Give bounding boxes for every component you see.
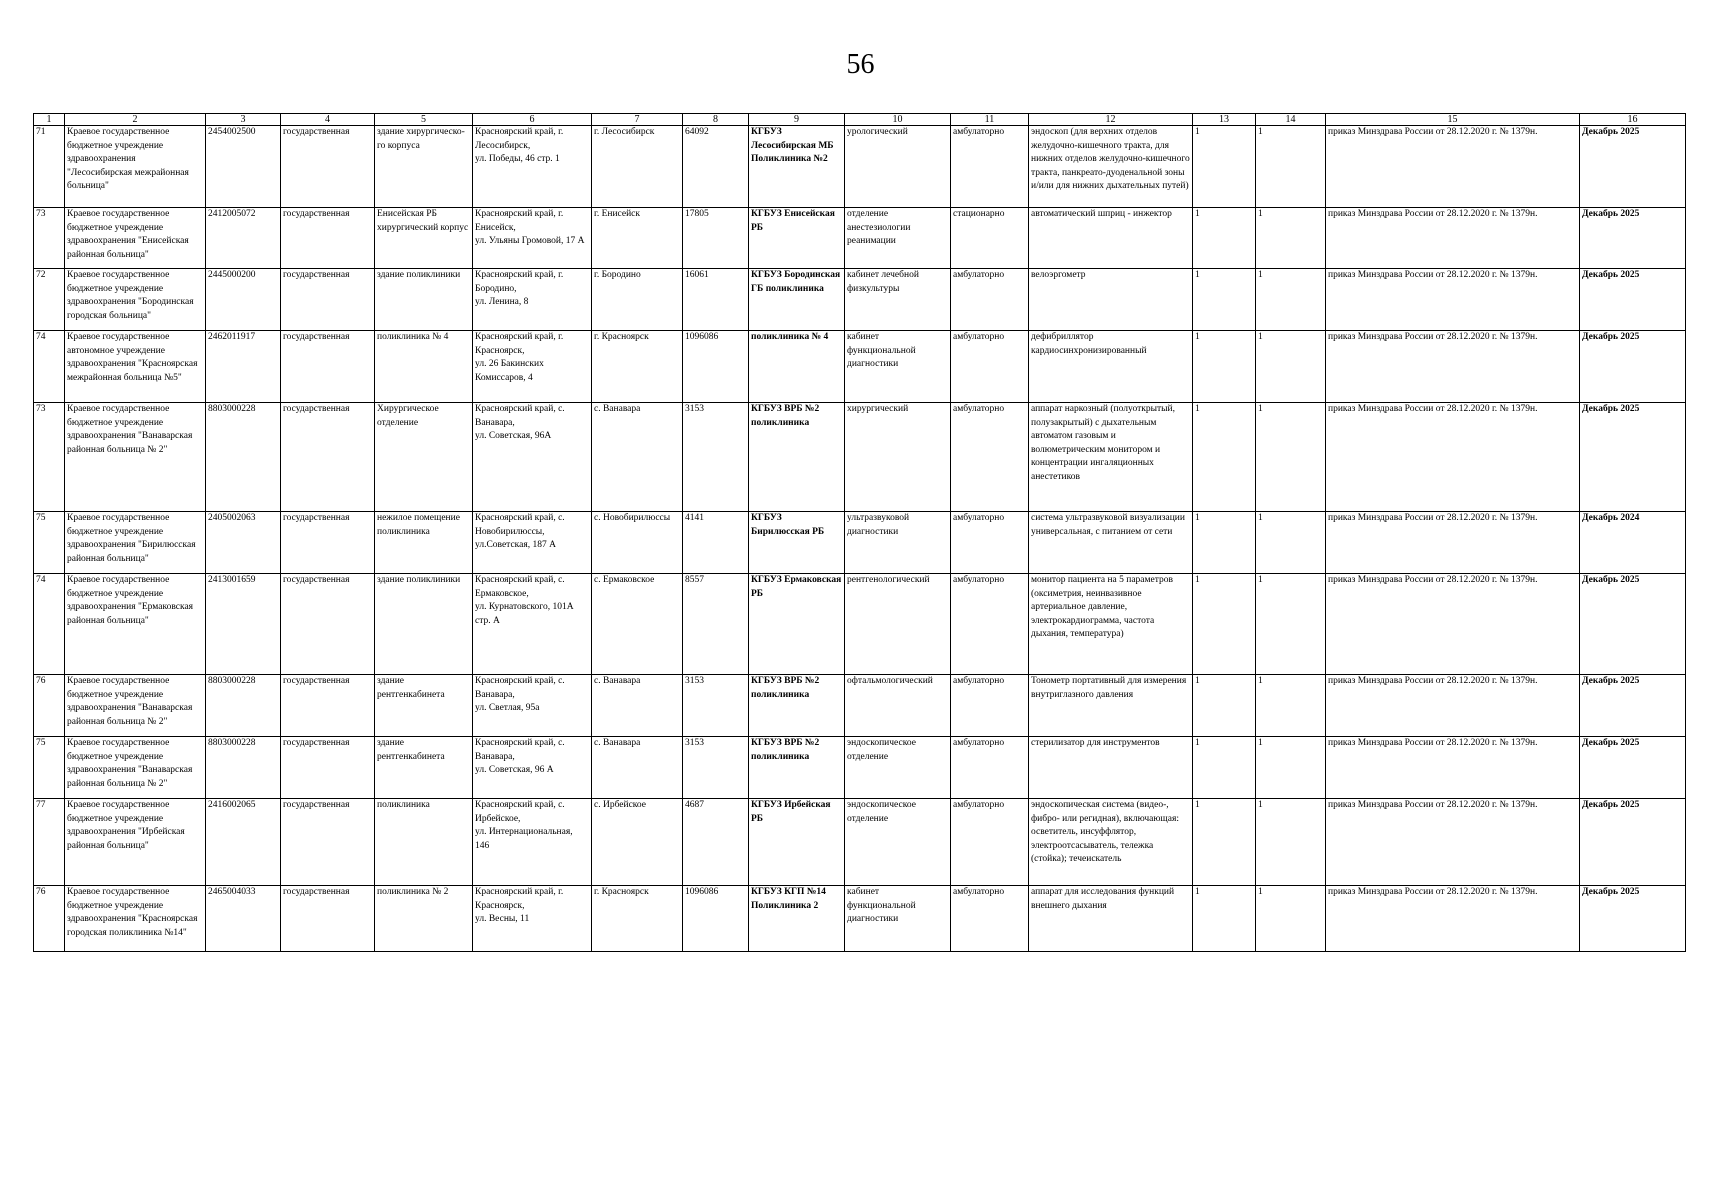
- quantity-cell-13: 1: [1193, 799, 1256, 886]
- quantity-cell-13: 1: [1193, 126, 1256, 208]
- equipment-cell: монитор пациента на 5 параметров (оксиметрия, неинвазивное артериальное давление, электрокардиограмма, частота дыхания, температура): [1029, 574, 1193, 675]
- date-cell: Декабрь 2025: [1580, 675, 1686, 737]
- row-number: 72: [34, 269, 65, 331]
- address-cell: Красноярский край, г. Лесосибирск, ул. Победы, 46 стр. 1: [473, 126, 592, 208]
- equipment-cell: дефибриллятор кардиосинхронизированный: [1029, 331, 1193, 403]
- order-cell: приказ Минздрава России от 28.12.2020 г. № 1379н.: [1326, 886, 1580, 952]
- ownership-cell: государственная: [281, 331, 375, 403]
- ownership-cell: государственная: [281, 208, 375, 269]
- equipment-cell: Тонометр портативный для измерения внутриглазного давления: [1029, 675, 1193, 737]
- order-cell: приказ Минздрава России от 28.12.2020 г. № 1379н.: [1326, 403, 1580, 512]
- subdivision-cell: КГБУЗ Лесосибирская МБ Поликлиника №2: [749, 126, 845, 208]
- table-row: [34, 269, 1686, 331]
- column-number: 5: [375, 114, 473, 126]
- row-number: 75: [34, 512, 65, 574]
- inn-cell: 2465004033: [206, 886, 281, 952]
- institution-name: Краевое государственное бюджетное учреждение здравоохранения "Красноярская городская поликлиника №14": [65, 886, 206, 952]
- care-type-cell: амбулаторно: [951, 126, 1029, 208]
- order-cell: приказ Минздрава России от 28.12.2020 г. № 1379н.: [1326, 737, 1580, 799]
- population-cell: 64092: [683, 126, 749, 208]
- subdivision-cell: КГБУЗ ВРБ №2 поликлиника: [749, 675, 845, 737]
- subdivision-cell: КГБУЗ ВРБ №2 поликлиника: [749, 737, 845, 799]
- inn-cell: 2454002500: [206, 126, 281, 208]
- population-cell: 4141: [683, 512, 749, 574]
- table-row: [34, 403, 1686, 512]
- quantity-cell-13: 1: [1193, 675, 1256, 737]
- subdivision-cell: КГБУЗ КГП №14 Поликлиника 2: [749, 886, 845, 952]
- care-type-cell: амбулаторно: [951, 737, 1029, 799]
- row-number: 73: [34, 403, 65, 512]
- order-cell: приказ Минздрава России от 28.12.2020 г. № 1379н.: [1326, 675, 1580, 737]
- population-cell: 3153: [683, 737, 749, 799]
- locality-cell: г. Енисейск: [592, 208, 683, 269]
- column-number: 8: [683, 114, 749, 126]
- date-cell: Декабрь 2025: [1580, 269, 1686, 331]
- department-cell: рентгенологический: [845, 574, 951, 675]
- institution-name: Краевое государственное бюджетное учреждение здравоохранения "Лесосибирская межрайонная больница": [65, 126, 206, 208]
- table-row: [34, 737, 1686, 799]
- institution-name: Краевое государственное бюджетное учреждение здравоохранения "Бирилюсская районная больница": [65, 512, 206, 574]
- equipment-cell: стерилизатор для инструментов: [1029, 737, 1193, 799]
- subdivision-cell: КГБУЗ Бирилюсская РБ: [749, 512, 845, 574]
- address-cell: Красноярский край, г. Енисейск, ул. Ульяны Громовой, 17 А: [473, 208, 592, 269]
- locality-cell: с. Ермаковское: [592, 574, 683, 675]
- order-cell: приказ Минздрава России от 28.12.2020 г. № 1379н.: [1326, 269, 1580, 331]
- row-number: 77: [34, 799, 65, 886]
- department-cell: кабинет функциональной диагностики: [845, 886, 951, 952]
- address-cell: Красноярский край, с. Ирбейское, ул. Интернациональная, 146: [473, 799, 592, 886]
- institution-name: Краевое государственное бюджетное учреждение здравоохранения "Ванаварская районная больница № 2": [65, 675, 206, 737]
- inn-cell: 2462011917: [206, 331, 281, 403]
- locality-cell: с. Ирбейское: [592, 799, 683, 886]
- department-cell: эндоскопическое отделение: [845, 799, 951, 886]
- order-cell: приказ Минздрава России от 28.12.2020 г. № 1379н.: [1326, 574, 1580, 675]
- ownership-cell: государственная: [281, 574, 375, 675]
- date-cell: Декабрь 2024: [1580, 512, 1686, 574]
- table-row: [34, 799, 1686, 886]
- column-number: 4: [281, 114, 375, 126]
- column-number: 16: [1580, 114, 1686, 126]
- ownership-cell: государственная: [281, 403, 375, 512]
- table-row: [34, 512, 1686, 574]
- care-type-cell: амбулаторно: [951, 574, 1029, 675]
- address-cell: Красноярский край, с. Ванавара, ул. Советская, 96 А: [473, 737, 592, 799]
- ownership-cell: государственная: [281, 737, 375, 799]
- date-cell: Декабрь 2025: [1580, 799, 1686, 886]
- population-cell: 1096086: [683, 331, 749, 403]
- department-cell: отделение анестезиологии реанимации: [845, 208, 951, 269]
- inn-cell: 2413001659: [206, 574, 281, 675]
- subdivision-cell: КГБУЗ ВРБ №2 поликлиника: [749, 403, 845, 512]
- row-number: 75: [34, 737, 65, 799]
- ownership-cell: государственная: [281, 512, 375, 574]
- ownership-cell: государственная: [281, 886, 375, 952]
- department-cell: хирургический: [845, 403, 951, 512]
- population-cell: 1096086: [683, 886, 749, 952]
- inn-cell: 2412005072: [206, 208, 281, 269]
- column-number: 15: [1326, 114, 1580, 126]
- inn-cell: 2416002065: [206, 799, 281, 886]
- quantity-cell-13: 1: [1193, 208, 1256, 269]
- quantity-cell-13: 1: [1193, 886, 1256, 952]
- subdivision-cell: КГБУЗ Бородинская ГБ поликлиника: [749, 269, 845, 331]
- building-cell: Енисейская РБ хирургический корпус: [375, 208, 473, 269]
- department-cell: офтальмологический: [845, 675, 951, 737]
- quantity-cell-13: 1: [1193, 331, 1256, 403]
- column-number: 14: [1256, 114, 1326, 126]
- building-cell: здание хирургическо-го корпуса: [375, 126, 473, 208]
- quantity-cell-14: 1: [1256, 208, 1326, 269]
- department-cell: урологический: [845, 126, 951, 208]
- equipment-cell: эндоскоп (для верхних отделов желудочно-кишечного тракта, для нижних отделов желудочно-кишечного тракта, панкреато-дуоденальной зоны и/или для нижних дыхательных путей): [1029, 126, 1193, 208]
- quantity-cell-13: 1: [1193, 512, 1256, 574]
- table-row: [34, 208, 1686, 269]
- table-row: [34, 126, 1686, 208]
- address-cell: Красноярский край, с. Ермаковское, ул. Курнатовского, 101А стр. А: [473, 574, 592, 675]
- care-type-cell: амбулаторно: [951, 675, 1029, 737]
- column-number: 10: [845, 114, 951, 126]
- order-cell: приказ Минздрава России от 28.12.2020 г. № 1379н.: [1326, 512, 1580, 574]
- equipment-cell: аппарат наркозный (полуоткрытый, полузакрытый) с дыхательным автоматом газовым и волюметрическим монитором и концентрации ингаляционных анестетиков: [1029, 403, 1193, 512]
- locality-cell: с. Ванавара: [592, 403, 683, 512]
- table-row: [34, 331, 1686, 403]
- quantity-cell-13: 1: [1193, 403, 1256, 512]
- equipment-cell: автоматический шприц - инжектор: [1029, 208, 1193, 269]
- inn-cell: 2405002063: [206, 512, 281, 574]
- address-cell: Красноярский край, г. Красноярск, ул. 26 Бакинских Комиссаров, 4: [473, 331, 592, 403]
- building-cell: здание рентгенкабинета: [375, 737, 473, 799]
- column-number: 7: [592, 114, 683, 126]
- care-type-cell: амбулаторно: [951, 269, 1029, 331]
- date-cell: Декабрь 2025: [1580, 737, 1686, 799]
- order-cell: приказ Минздрава России от 28.12.2020 г. № 1379н.: [1326, 331, 1580, 403]
- equipment-cell: система ультразвуковой визуализации универсальная, с питанием от сети: [1029, 512, 1193, 574]
- institution-name: Краевое государственное автономное учреждение здравоохранения "Красноярская межрайонная больница №5": [65, 331, 206, 403]
- equipment-cell: аппарат для исследования функций внешнего дыхания: [1029, 886, 1193, 952]
- building-cell: здание поликлиники: [375, 574, 473, 675]
- care-type-cell: амбулаторно: [951, 403, 1029, 512]
- institution-name: Краевое государственное бюджетное учреждение здравоохранения "Ермаковская районная больница": [65, 574, 206, 675]
- building-cell: поликлиника № 4: [375, 331, 473, 403]
- quantity-cell-14: 1: [1256, 737, 1326, 799]
- row-number: 76: [34, 886, 65, 952]
- quantity-cell-14: 1: [1256, 403, 1326, 512]
- date-cell: Декабрь 2025: [1580, 574, 1686, 675]
- address-cell: Красноярский край, с. Ванавара, ул. Светлая, 95а: [473, 675, 592, 737]
- locality-cell: г. Красноярск: [592, 886, 683, 952]
- building-cell: здание поликлиники: [375, 269, 473, 331]
- quantity-cell-14: 1: [1256, 269, 1326, 331]
- care-type-cell: амбулаторно: [951, 331, 1029, 403]
- inn-cell: 2445000200: [206, 269, 281, 331]
- institution-name: Краевое государственное бюджетное учреждение здравоохранения "Ванаварская районная больница № 2": [65, 737, 206, 799]
- care-type-cell: стационарно: [951, 208, 1029, 269]
- column-number-row: [34, 114, 1686, 126]
- address-cell: Красноярский край, г. Красноярск, ул. Весны, 11: [473, 886, 592, 952]
- population-cell: 4687: [683, 799, 749, 886]
- row-number: 73: [34, 208, 65, 269]
- care-type-cell: амбулаторно: [951, 799, 1029, 886]
- inn-cell: 8803000228: [206, 737, 281, 799]
- locality-cell: г. Красноярск: [592, 331, 683, 403]
- column-number: 11: [951, 114, 1029, 126]
- quantity-cell-14: 1: [1256, 126, 1326, 208]
- locality-cell: г. Бородино: [592, 269, 683, 331]
- population-cell: 17805: [683, 208, 749, 269]
- order-cell: приказ Минздрава России от 28.12.2020 г. № 1379н.: [1326, 126, 1580, 208]
- inn-cell: 8803000228: [206, 675, 281, 737]
- locality-cell: с. Новобирилюссы: [592, 512, 683, 574]
- column-number: 3: [206, 114, 281, 126]
- quantity-cell-14: 1: [1256, 512, 1326, 574]
- equipment-cell: эндоскопическая система (видео-, фибро- или регидная), включающая: осветитель, инсуффлятор, электроотсасыватель, тележка (стойка); течеискатель: [1029, 799, 1193, 886]
- equipment-register-table: [33, 113, 1686, 952]
- building-cell: поликлиника № 2: [375, 886, 473, 952]
- building-cell: поликлиника: [375, 799, 473, 886]
- ownership-cell: государственная: [281, 126, 375, 208]
- subdivision-cell: поликлиника № 4: [749, 331, 845, 403]
- row-number: 76: [34, 675, 65, 737]
- subdivision-cell: КГБУЗ Енисейская РБ: [749, 208, 845, 269]
- table-row: [34, 886, 1686, 952]
- institution-name: Краевое государственное бюджетное учреждение здравоохранения "Енисейская районная больница": [65, 208, 206, 269]
- column-number: 13: [1193, 114, 1256, 126]
- column-number: 12: [1029, 114, 1193, 126]
- population-cell: 8557: [683, 574, 749, 675]
- column-number: 2: [65, 114, 206, 126]
- date-cell: Декабрь 2025: [1580, 886, 1686, 952]
- care-type-cell: амбулаторно: [951, 512, 1029, 574]
- address-cell: Красноярский край, с. Новобирилюссы, ул.Советская, 187 А: [473, 512, 592, 574]
- quantity-cell-13: 1: [1193, 269, 1256, 331]
- ownership-cell: государственная: [281, 675, 375, 737]
- quantity-cell-14: 1: [1256, 574, 1326, 675]
- building-cell: Хирургическое отделение: [375, 403, 473, 512]
- row-number: 74: [34, 331, 65, 403]
- equipment-cell: велоэргометр: [1029, 269, 1193, 331]
- inn-cell: 8803000228: [206, 403, 281, 512]
- date-cell: Декабрь 2025: [1580, 403, 1686, 512]
- column-number: 6: [473, 114, 592, 126]
- care-type-cell: амбулаторно: [951, 886, 1029, 952]
- date-cell: Декабрь 2025: [1580, 126, 1686, 208]
- locality-cell: г. Лесосибирск: [592, 126, 683, 208]
- order-cell: приказ Минздрава России от 28.12.2020 г. № 1379н.: [1326, 208, 1580, 269]
- address-cell: Красноярский край, г. Бородино, ул. Ленина, 8: [473, 269, 592, 331]
- ownership-cell: государственная: [281, 269, 375, 331]
- order-cell: приказ Минздрава России от 28.12.2020 г. № 1379н.: [1326, 799, 1580, 886]
- date-cell: Декабрь 2025: [1580, 208, 1686, 269]
- table-row: [34, 675, 1686, 737]
- quantity-cell-14: 1: [1256, 886, 1326, 952]
- subdivision-cell: КГБУЗ Ермаковская РБ: [749, 574, 845, 675]
- table-body: [34, 126, 1686, 952]
- institution-name: Краевое государственное бюджетное учреждение здравоохранения "Бородинская городская больница": [65, 269, 206, 331]
- population-cell: 16061: [683, 269, 749, 331]
- quantity-cell-14: 1: [1256, 675, 1326, 737]
- row-number: 74: [34, 574, 65, 675]
- table-header: [34, 114, 1686, 126]
- column-number: 9: [749, 114, 845, 126]
- quantity-cell-14: 1: [1256, 331, 1326, 403]
- institution-name: Краевое государственное бюджетное учреждение здравоохранения "Ирбейская районная больница": [65, 799, 206, 886]
- department-cell: кабинет лечебной физкультуры: [845, 269, 951, 331]
- locality-cell: с. Ванавара: [592, 737, 683, 799]
- department-cell: кабинет функциональной диагностики: [845, 331, 951, 403]
- population-cell: 3153: [683, 675, 749, 737]
- address-cell: Красноярский край, с. Ванавара, ул. Советская, 96А: [473, 403, 592, 512]
- column-number: 1: [34, 114, 65, 126]
- quantity-cell-13: 1: [1193, 737, 1256, 799]
- ownership-cell: государственная: [281, 799, 375, 886]
- subdivision-cell: КГБУЗ Ирбейская РБ: [749, 799, 845, 886]
- department-cell: эндоскопическое отделение: [845, 737, 951, 799]
- locality-cell: с. Ванавара: [592, 675, 683, 737]
- quantity-cell-13: 1: [1193, 574, 1256, 675]
- department-cell: ультразвуковой диагностики: [845, 512, 951, 574]
- row-number: 71: [34, 126, 65, 208]
- population-cell: 3153: [683, 403, 749, 512]
- institution-name: Краевое государственное бюджетное учреждение здравоохранения "Ванаварская районная больница № 2": [65, 403, 206, 512]
- building-cell: нежилое помещение поликлиника: [375, 512, 473, 574]
- table-row: [34, 574, 1686, 675]
- quantity-cell-14: 1: [1256, 799, 1326, 886]
- building-cell: здание рентгенкабинета: [375, 675, 473, 737]
- page-number: 56: [846, 49, 875, 80]
- date-cell: Декабрь 2025: [1580, 331, 1686, 403]
